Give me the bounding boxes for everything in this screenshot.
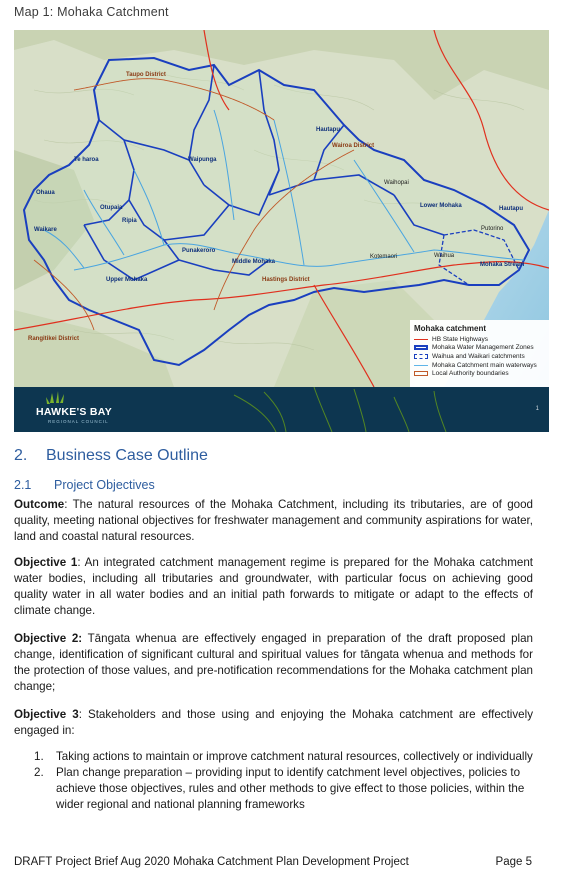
list-item xyxy=(34,749,534,765)
legend-item-zones xyxy=(414,344,545,353)
legend-swatch-waihua-waikari xyxy=(414,354,428,359)
objective-2-paragraph xyxy=(14,631,533,695)
legend-label: Mohaka Catchment main waterways xyxy=(432,361,537,369)
banner-logo: HAWKE'S BAY xyxy=(36,406,113,418)
list-item-text: Plan change preparation – providing input to identify catchment level objectives, policies to achieve those objectives, rules and other methods to give effect to those policies, within the wider regional and national planning frameworks xyxy=(56,766,525,811)
legend-item-highways xyxy=(414,335,545,344)
outcome-text: : The natural resources of the Mohaka Catchment, including its tributaries, are of good quality, meeting national objectives for freshwater management and community aspirations for water, land and coastal natural resources. xyxy=(14,498,533,543)
objective-3-label: Objective 3 xyxy=(14,708,79,721)
footer-page-number: Page 5 xyxy=(495,856,532,868)
map-label-ripia: Ripia xyxy=(122,218,137,224)
outcome-label: Outcome xyxy=(14,498,65,511)
objective-3-paragraph xyxy=(14,707,533,739)
legend-label: Mohaka Water Management Zones xyxy=(432,344,534,352)
logo-mark xyxy=(46,391,64,404)
map-label-waipunga: Waipunga xyxy=(188,157,217,163)
section-title: Business Case Outline xyxy=(46,447,208,464)
subsection-title: Project Objectives xyxy=(54,478,155,492)
objective-1-paragraph xyxy=(14,555,533,619)
map-label-punakeroro: Punakeroro xyxy=(182,248,216,254)
section-number: 2. xyxy=(14,447,28,464)
legend-swatch-waterways xyxy=(414,365,428,366)
objective-3-text: : Stakeholders and those using and enjoying the Mohaka catchment are effectively engaged in: xyxy=(14,708,533,737)
map-label-kotemaori: Kotemaori xyxy=(370,254,398,260)
map-label-hautapu-small: Hautapu xyxy=(499,206,523,212)
map-label-waihua: Waihua xyxy=(434,253,455,259)
legend-item-waihua-waikari xyxy=(414,352,545,361)
legend-swatch-zones xyxy=(414,345,428,350)
map-label-rangitikei-district: Rangitikei District xyxy=(28,336,80,342)
section-heading xyxy=(14,447,208,465)
map-label-ohaua: Ohaua xyxy=(36,190,55,196)
map-label-hautapu: Hautapu xyxy=(316,127,340,133)
banner-page-marker: 1 xyxy=(535,406,539,412)
map-label-mohaka-stream: Mohaka Stream xyxy=(480,262,525,268)
legend-title: Mohaka catchment xyxy=(414,324,487,333)
list-item-number: 1. xyxy=(34,750,44,763)
subsection-heading xyxy=(14,478,155,492)
map-label-taupo-district: Taupo District xyxy=(126,72,166,78)
map-label-waikare: Waikare xyxy=(34,227,57,233)
legend-item-local-authority xyxy=(414,369,545,378)
map-label-otupaia: Otupaia xyxy=(100,205,123,211)
map-label-hastings-district: Hastings District xyxy=(262,277,310,283)
map-label-putorino: Putorino xyxy=(481,226,504,232)
map-caption: Map 1: Mohaka Catchment xyxy=(14,5,169,19)
legend-swatch-local-authority xyxy=(414,371,428,376)
list-item-number: 2. xyxy=(34,766,44,779)
list-item xyxy=(34,765,534,813)
map-label-te-haroa: Te haroa xyxy=(74,157,99,163)
objective-2-text: Tāngata whenua are effectively engaged in preparation of the draft proposed plan change, identification of significant cultural and spiritual values for tāngata whenua and methods for the protection of those values, and pre-notification recommendations for the Mohaka catchment plan change; xyxy=(14,632,533,693)
engagement-list xyxy=(34,749,534,813)
legend-swatch-highways xyxy=(414,339,428,340)
map-banner xyxy=(14,387,549,432)
legend-label: Waihua and Waikari catchments xyxy=(432,352,525,360)
map-label-lower-mohaka: Lower Mohaka xyxy=(420,203,462,209)
outcome-paragraph xyxy=(14,497,533,545)
catchment-map xyxy=(14,30,549,432)
map-label-middle-mohaka: Middle Mohaka xyxy=(232,259,276,265)
legend-label: HB State Highways xyxy=(432,335,488,343)
subsection-number: 2.1 xyxy=(14,478,32,492)
footer-document-title: DRAFT Project Brief Aug 2020 Mohaka Catchment Plan Development Project xyxy=(14,856,409,868)
objective-2-label: Objective 2: xyxy=(14,632,83,645)
map-label-upper-mohaka: Upper Mohaka xyxy=(106,277,148,283)
objective-1-label: Objective 1 xyxy=(14,556,78,569)
objective-1-text: : An integrated catchment management regime is prepared for the Mohaka catchment water bodies, including all tributaries and groundwater, with particular focus on achieving good quality water in all water bodies and an initial path forwards to mitigate or adapt to the effects of climate change. xyxy=(14,556,534,617)
legend-item-waterways xyxy=(414,361,545,370)
list-item-text: Taking actions to maintain or improve catchment natural resources, collectively or individually xyxy=(56,750,533,763)
banner-logo-sub: REGIONAL COUNCIL xyxy=(48,419,109,424)
map-label-waihopai: Waihopai xyxy=(384,180,409,186)
legend-label: Local Authority boundaries xyxy=(432,370,509,378)
map-label-wairoa-district: Wairoa District xyxy=(332,143,375,149)
